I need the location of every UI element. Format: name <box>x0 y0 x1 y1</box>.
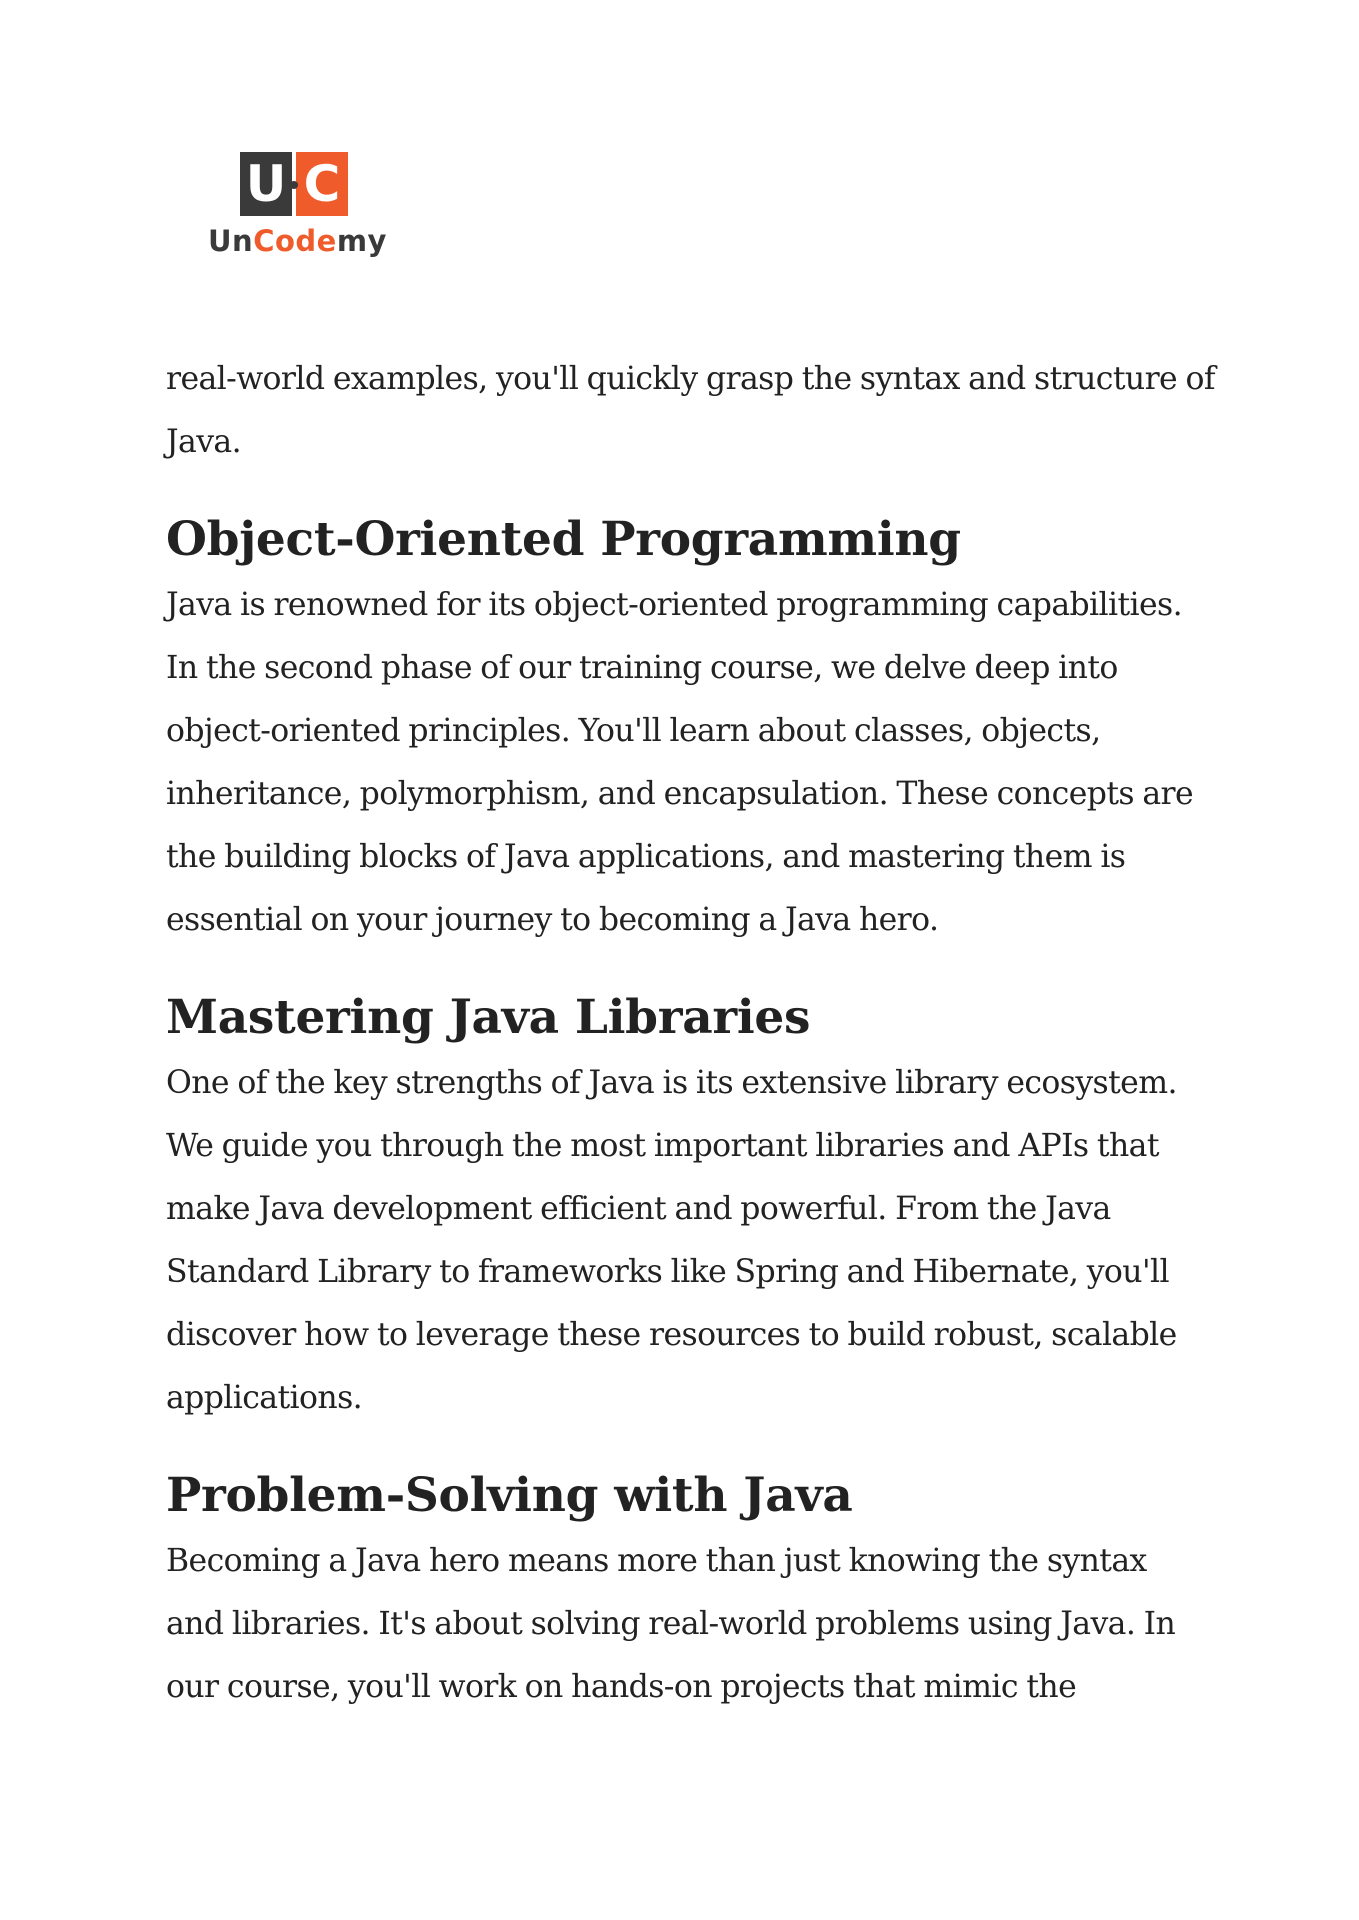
section-heading-problem-solving: Problem-Solving with Java <box>166 1468 853 1523</box>
intro-line: Java. <box>166 424 241 460</box>
paragraph-line: essential on your journey to becoming a Java hero. <box>166 902 939 938</box>
logo-word-un: Un <box>208 224 254 258</box>
paragraph-line: Becoming a Java hero means more than just knowing the syntax <box>166 1543 1147 1579</box>
logo-letter-u: U <box>240 152 292 216</box>
section-heading-oop: Object-Oriented Programming <box>166 512 961 567</box>
logo-word-code: Code <box>253 224 337 258</box>
logo-dot <box>290 181 298 189</box>
logo-wordmark <box>208 224 387 258</box>
intro-line: real-world examples, you'll quickly grasp the syntax and structure of <box>166 361 1215 397</box>
logo-letter-c: C <box>296 152 348 216</box>
paragraph-line: In the second phase of our training course, we delve deep into <box>166 650 1118 686</box>
paragraph-line: applications. <box>166 1380 363 1416</box>
paragraph-line: and libraries. It's about solving real-world problems using Java. In <box>166 1606 1176 1642</box>
logo-word-my: my <box>336 224 387 258</box>
paragraph-line: One of the key strengths of Java is its extensive library ecosystem. <box>166 1065 1177 1101</box>
paragraph-line: Java is renowned for its object-oriented programming capabilities. <box>166 587 1183 623</box>
paragraph-line: We guide you through the most important libraries and APIs that <box>166 1128 1159 1164</box>
paragraph-line: Standard Library to frameworks like Spring and Hibernate, you'll <box>166 1254 1169 1290</box>
paragraph-line: our course, you'll work on hands-on projects that mimic the <box>166 1669 1077 1705</box>
logo-mark <box>240 152 350 216</box>
paragraph-line: object-oriented principles. You'll learn about classes, objects, <box>166 713 1101 749</box>
paragraph-line: discover how to leverage these resources to build robust, scalable <box>166 1317 1177 1353</box>
section-heading-libraries: Mastering Java Libraries <box>166 990 811 1045</box>
document-body <box>166 348 1226 1719</box>
paragraph-line: the building blocks of Java applications, and mastering them is <box>166 839 1126 875</box>
uncodemy-logo <box>200 150 390 265</box>
paragraph-line: make Java development efficient and powerful. From the Java <box>166 1191 1111 1227</box>
paragraph-line: inheritance, polymorphism, and encapsulation. These concepts are <box>166 776 1194 812</box>
